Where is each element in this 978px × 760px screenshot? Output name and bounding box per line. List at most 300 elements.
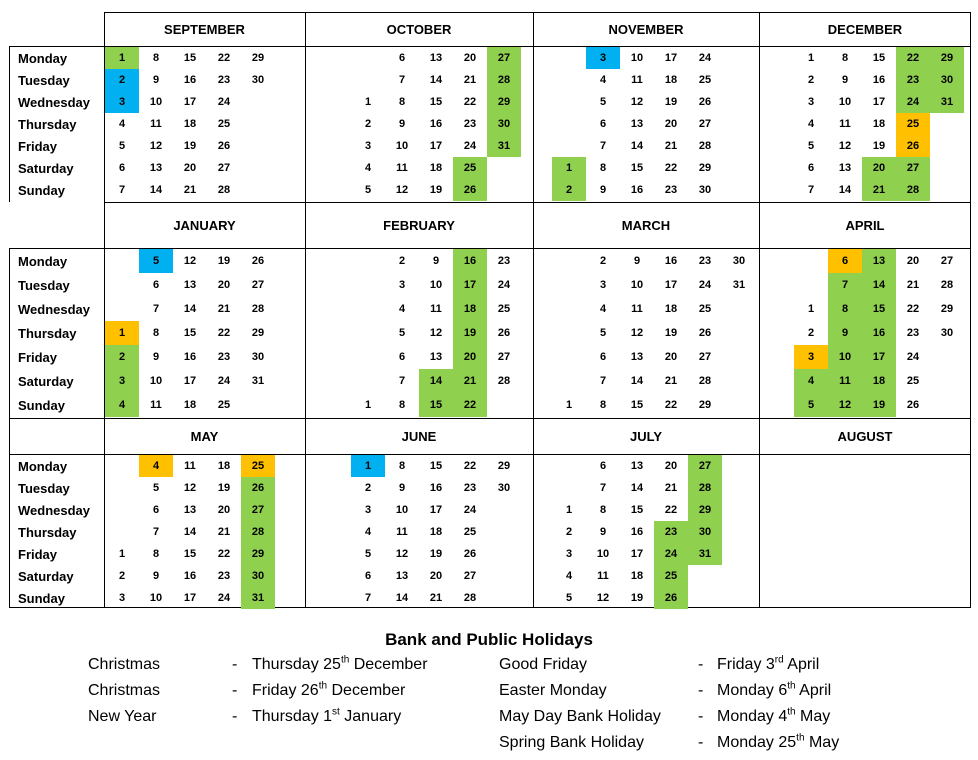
month-header-april: APRIL: [845, 217, 885, 233]
day-cell: 27: [251, 279, 265, 291]
day-cell: 14: [838, 184, 852, 196]
day-cell: 27: [241, 499, 275, 521]
day-cell: 2: [599, 255, 607, 267]
month-header-november: NOVEMBER: [608, 21, 684, 37]
day-cell: 16: [664, 255, 678, 267]
day-cell: 19: [217, 255, 231, 267]
day-cell: 10: [149, 375, 163, 387]
day-cell: 10: [429, 279, 443, 291]
day-cell: 17: [453, 273, 487, 297]
day-cell: 4: [807, 118, 815, 130]
day-cell: 9: [152, 74, 160, 86]
day-cell: 14: [149, 184, 163, 196]
holiday-name: Christmas: [88, 656, 161, 673]
day-cell: 20: [453, 345, 487, 369]
day-cell: 8: [398, 460, 406, 472]
day-cell: 11: [396, 526, 408, 538]
day-cell: 14: [183, 526, 197, 538]
grid-line-column: [533, 12, 534, 608]
day-cell: 11: [396, 162, 408, 174]
day-label-tuesday: Tuesday: [18, 72, 70, 88]
day-cell: 13: [630, 118, 644, 130]
day-cell: 19: [664, 96, 678, 108]
holiday-name: Easter Monday: [499, 682, 607, 699]
day-cell: 15: [630, 399, 644, 411]
day-cell: 24: [654, 543, 688, 565]
day-cell: 16: [183, 570, 197, 582]
day-cell: 10: [395, 140, 409, 152]
day-cell: 21: [463, 74, 477, 86]
day-cell: 12: [183, 482, 197, 494]
day-cell: 8: [841, 52, 849, 64]
day-cell: 29: [251, 327, 265, 339]
day-cell: 7: [118, 184, 126, 196]
day-cell: 6: [364, 570, 372, 582]
day-cell: 8: [152, 548, 160, 560]
day-cell: 4: [599, 303, 607, 315]
day-cell: 13: [395, 570, 409, 582]
day-cell: 5: [139, 249, 173, 273]
day-cell: 2: [565, 526, 573, 538]
day-cell: 7: [599, 482, 607, 494]
day-cell: 21: [664, 482, 678, 494]
day-label-friday: Friday: [18, 138, 58, 154]
day-label-saturday: Saturday: [18, 373, 74, 389]
day-label-sunday: Sunday: [18, 590, 65, 606]
day-label-friday: Friday: [18, 546, 58, 562]
day-cell: 10: [149, 96, 163, 108]
day-cell: 14: [419, 369, 453, 393]
day-cell: 18: [664, 303, 678, 315]
day-cell: 15: [630, 162, 644, 174]
day-cell: 14: [862, 273, 896, 297]
holiday-date: Monday 25th May: [717, 732, 840, 751]
day-cell: 25: [217, 399, 231, 411]
day-cell: 26: [654, 587, 688, 609]
day-cell: 18: [630, 570, 644, 582]
day-cell: 16: [630, 184, 644, 196]
day-cell: 10: [630, 52, 644, 64]
grid-line-band: [9, 418, 104, 419]
day-cell: 10: [838, 96, 852, 108]
day-cell: 9: [828, 321, 862, 345]
day-cell: 8: [398, 399, 406, 411]
day-cell: 27: [698, 118, 712, 130]
day-cell: 3: [807, 96, 815, 108]
day-label-thursday: Thursday: [18, 325, 77, 341]
day-cell: 7: [152, 303, 160, 315]
day-cell: 5: [364, 184, 372, 196]
day-cell: 17: [183, 96, 197, 108]
holidays-title: Bank and Public Holidays: [385, 630, 593, 649]
day-cell: 9: [599, 184, 607, 196]
day-cell: 21: [217, 526, 231, 538]
day-cell: 10: [395, 504, 409, 516]
month-header-may: MAY: [190, 428, 219, 444]
day-cell: 1: [351, 455, 385, 477]
day-cell: 7: [599, 140, 607, 152]
day-label-wednesday: Wednesday: [18, 502, 91, 518]
day-cell: 2: [552, 179, 586, 201]
day-cell: 5: [599, 327, 607, 339]
day-cell: 26: [896, 135, 930, 157]
day-cell: 17: [429, 140, 443, 152]
day-cell: 19: [429, 548, 443, 560]
day-cell: 20: [217, 504, 231, 516]
holiday-date: Monday 4th May: [717, 706, 831, 725]
day-cell: 11: [631, 74, 643, 86]
day-cell: 25: [453, 157, 487, 179]
month-header-february: FEBRUARY: [383, 217, 455, 233]
day-cell: 23: [217, 74, 231, 86]
day-cell: 10: [630, 279, 644, 291]
month-header-december: DECEMBER: [827, 21, 903, 37]
day-cell: 31: [251, 375, 265, 387]
day-cell: 30: [732, 255, 746, 267]
day-cell: 5: [794, 393, 828, 417]
day-cell: 21: [183, 184, 197, 196]
holiday-name: Spring Bank Holiday: [499, 734, 644, 751]
day-cell: 18: [183, 118, 197, 130]
day-cell: 9: [841, 74, 849, 86]
day-cell: 24: [217, 375, 231, 387]
day-label-monday: Monday: [18, 50, 68, 66]
day-cell: 12: [630, 96, 644, 108]
day-label-tuesday: Tuesday: [18, 277, 70, 293]
day-cell: 24: [906, 351, 920, 363]
day-cell: 6: [398, 351, 406, 363]
holiday-name: Good Friday: [499, 656, 588, 673]
day-cell: 5: [599, 96, 607, 108]
day-cell: 20: [664, 351, 678, 363]
day-cell: 23: [463, 118, 477, 130]
month-header-january: JANUARY: [173, 217, 236, 233]
day-cell: 22: [217, 548, 231, 560]
day-cell: 29: [698, 162, 712, 174]
day-cell: 5: [398, 327, 406, 339]
day-cell: 19: [872, 140, 886, 152]
day-cell: 28: [463, 592, 477, 604]
day-label-saturday: Saturday: [18, 160, 74, 176]
day-label-sunday: Sunday: [18, 397, 65, 413]
day-cell: 24: [497, 279, 511, 291]
day-cell: 1: [118, 548, 126, 560]
day-cell: 14: [630, 482, 644, 494]
day-cell: 25: [654, 565, 688, 587]
day-cell: 11: [631, 303, 643, 315]
holiday-name: Christmas: [88, 682, 161, 699]
day-cell: 4: [364, 162, 372, 174]
day-cell: 3: [105, 91, 139, 113]
day-cell: 23: [217, 351, 231, 363]
school-calendar: [9, 12, 971, 608]
day-cell: 13: [838, 162, 852, 174]
day-cell: 2: [105, 345, 139, 369]
day-cell: 29: [940, 303, 954, 315]
day-cell: 30: [930, 69, 964, 91]
day-cell: 23: [906, 327, 920, 339]
day-cell: 7: [398, 74, 406, 86]
day-label-monday: Monday: [18, 253, 68, 269]
day-cell: 18: [664, 74, 678, 86]
day-cell: 24: [217, 96, 231, 108]
day-cell: 11: [150, 118, 162, 130]
day-cell: 15: [862, 297, 896, 321]
day-cell: 16: [429, 118, 443, 130]
day-cell: 17: [872, 96, 886, 108]
day-cell: 15: [183, 52, 197, 64]
day-cell: 2: [807, 74, 815, 86]
day-cell: 21: [664, 140, 678, 152]
day-cell: 26: [217, 140, 231, 152]
day-label-wednesday: Wednesday: [18, 94, 91, 110]
day-cell: 13: [429, 351, 443, 363]
day-cell: 26: [251, 255, 265, 267]
grid-line-right: [970, 12, 971, 608]
day-cell: 28: [487, 69, 521, 91]
day-cell: 28: [688, 477, 722, 499]
holiday-date: Friday 3rd April: [717, 654, 820, 673]
day-cell: 21: [862, 179, 896, 201]
day-cell: 12: [828, 393, 862, 417]
day-cell: 7: [828, 273, 862, 297]
day-cell: 1: [364, 399, 372, 411]
day-cell: 22: [664, 504, 678, 516]
day-cell: 3: [364, 140, 372, 152]
holiday-dash: -: [698, 682, 704, 699]
holiday-name: May Day Bank Holiday: [499, 708, 661, 725]
holiday-dash: -: [232, 708, 238, 725]
day-cell: 10: [149, 592, 163, 604]
day-cell: 12: [183, 255, 197, 267]
day-cell: 9: [152, 570, 160, 582]
day-cell: 30: [698, 184, 712, 196]
day-cell: 11: [839, 118, 851, 130]
day-cell: 22: [217, 327, 231, 339]
day-cell: 25: [217, 118, 231, 130]
day-cell: 22: [906, 303, 920, 315]
day-cell: 10: [596, 548, 610, 560]
day-cell: 12: [838, 140, 852, 152]
day-cell: 2: [364, 482, 372, 494]
day-cell: 18: [453, 297, 487, 321]
day-cell: 15: [630, 504, 644, 516]
day-cell: 16: [630, 526, 644, 538]
day-cell: 17: [862, 345, 896, 369]
day-cell: 5: [152, 482, 160, 494]
day-cell: 20: [664, 118, 678, 130]
day-cell: 2: [105, 69, 139, 91]
day-cell: 6: [599, 351, 607, 363]
day-cell: 9: [398, 482, 406, 494]
day-cell: 15: [429, 96, 443, 108]
day-cell: 31: [241, 587, 275, 609]
day-cell: 11: [828, 369, 862, 393]
day-cell: 22: [463, 460, 477, 472]
day-cell: 25: [896, 113, 930, 135]
day-cell: 12: [630, 327, 644, 339]
day-cell: 26: [241, 477, 275, 499]
holiday-dash: -: [232, 656, 238, 673]
holiday-date: Friday 26th December: [252, 680, 406, 699]
day-cell: 28: [698, 375, 712, 387]
holiday-legend: [0, 628, 978, 758]
day-cell: 9: [432, 255, 440, 267]
day-cell: 25: [698, 74, 712, 86]
day-cell: 29: [251, 52, 265, 64]
day-cell: 9: [398, 118, 406, 130]
day-cell: 27: [497, 351, 511, 363]
day-cell: 11: [150, 399, 162, 411]
day-cell: 3: [105, 369, 139, 393]
day-cell: 22: [896, 47, 930, 69]
month-header-september: SEPTEMBER: [164, 21, 245, 37]
day-cell: 20: [463, 52, 477, 64]
day-cell: 30: [241, 565, 275, 587]
day-cell: 2: [807, 327, 815, 339]
day-cell: 8: [599, 162, 607, 174]
day-cell: 18: [872, 118, 886, 130]
day-cell: 13: [183, 279, 197, 291]
day-cell: 30: [487, 113, 521, 135]
day-cell: 18: [183, 399, 197, 411]
day-cell: 16: [872, 74, 886, 86]
day-cell: 1: [807, 303, 815, 315]
day-cell: 22: [664, 399, 678, 411]
holiday-dash: -: [698, 708, 704, 725]
month-header-august: AUGUST: [837, 428, 893, 444]
day-cell: 5: [364, 548, 372, 560]
day-cell: 4: [565, 570, 573, 582]
day-cell: 15: [183, 327, 197, 339]
day-cell: 24: [698, 279, 712, 291]
day-cell: 31: [930, 91, 964, 113]
day-cell: 18: [429, 526, 443, 538]
day-cell: 16: [862, 321, 896, 345]
day-cell: 17: [664, 279, 678, 291]
day-cell: 6: [599, 460, 607, 472]
day-cell: 27: [487, 47, 521, 69]
day-cell: 4: [118, 118, 126, 130]
day-cell: 15: [183, 548, 197, 560]
day-cell: 8: [152, 327, 160, 339]
day-cell: 17: [664, 52, 678, 64]
day-cell: 14: [429, 74, 443, 86]
day-cell: 19: [217, 482, 231, 494]
day-cell: 15: [872, 52, 886, 64]
day-cell: 16: [183, 351, 197, 363]
day-cell: 19: [183, 140, 197, 152]
day-cell: 31: [732, 279, 746, 291]
day-cell: 22: [453, 393, 487, 417]
day-cell: 6: [807, 162, 815, 174]
day-cell: 20: [906, 255, 920, 267]
day-cell: 28: [217, 184, 231, 196]
day-cell: 20: [862, 157, 896, 179]
day-cell: 19: [862, 393, 896, 417]
day-cell: 24: [698, 52, 712, 64]
day-cell: 24: [896, 91, 930, 113]
day-cell: 27: [940, 255, 954, 267]
day-label-friday: Friday: [18, 349, 58, 365]
day-cell: 30: [251, 351, 265, 363]
day-cell: 3: [364, 504, 372, 516]
day-label-thursday: Thursday: [18, 524, 77, 540]
day-cell: 3: [599, 279, 607, 291]
holiday-name: New Year: [88, 708, 157, 725]
day-cell: 3: [118, 592, 126, 604]
day-cell: 6: [828, 249, 862, 273]
day-cell: 5: [807, 140, 815, 152]
day-cell: 8: [599, 504, 607, 516]
day-cell: 16: [183, 74, 197, 86]
day-cell: 25: [698, 303, 712, 315]
day-cell: 18: [862, 369, 896, 393]
day-cell: 1: [105, 47, 139, 69]
day-cell: 21: [664, 375, 678, 387]
day-cell: 31: [487, 135, 521, 157]
day-cell: 2: [364, 118, 372, 130]
day-cell: 25: [906, 375, 920, 387]
day-cell: 6: [152, 504, 160, 516]
day-cell: 30: [497, 482, 511, 494]
day-cell: 29: [688, 499, 722, 521]
day-cell: 6: [118, 162, 126, 174]
day-cell: 16: [429, 482, 443, 494]
day-cell: 13: [862, 249, 896, 273]
day-cell: 21: [453, 369, 487, 393]
day-cell: 13: [183, 504, 197, 516]
holiday-dash: -: [232, 682, 238, 699]
day-cell: 28: [940, 279, 954, 291]
day-cell: 14: [395, 592, 409, 604]
day-cell: 20: [429, 570, 443, 582]
day-cell: 21: [429, 592, 443, 604]
day-cell: 27: [688, 455, 722, 477]
day-cell: 25: [497, 303, 511, 315]
day-cell: 12: [596, 592, 610, 604]
day-cell: 20: [664, 460, 678, 472]
day-cell: 4: [398, 303, 406, 315]
day-cell: 24: [463, 140, 477, 152]
day-cell: 23: [698, 255, 712, 267]
day-cell: 30: [688, 521, 722, 543]
day-label-tuesday: Tuesday: [18, 480, 70, 496]
holiday-date: Monday 6th April: [717, 680, 832, 699]
day-cell: 14: [630, 140, 644, 152]
day-cell: 22: [463, 96, 477, 108]
month-header-march: MARCH: [621, 217, 671, 233]
day-cell: 18: [429, 162, 443, 174]
day-cell: 7: [807, 184, 815, 196]
month-header-june: JUNE: [401, 428, 437, 444]
day-cell: 27: [463, 570, 477, 582]
day-cell: 8: [398, 96, 406, 108]
day-cell: 23: [896, 69, 930, 91]
day-cell: 20: [217, 279, 231, 291]
day-cell: 17: [630, 548, 644, 560]
day-cell: 14: [630, 375, 644, 387]
day-cell: 17: [429, 504, 443, 516]
day-cell: 6: [398, 52, 406, 64]
day-cell: 12: [149, 140, 163, 152]
day-cell: 8: [828, 297, 862, 321]
day-cell: 28: [896, 179, 930, 201]
day-cell: 20: [183, 162, 197, 174]
day-cell: 26: [906, 399, 920, 411]
day-cell: 19: [664, 327, 678, 339]
day-cell: 6: [152, 279, 160, 291]
